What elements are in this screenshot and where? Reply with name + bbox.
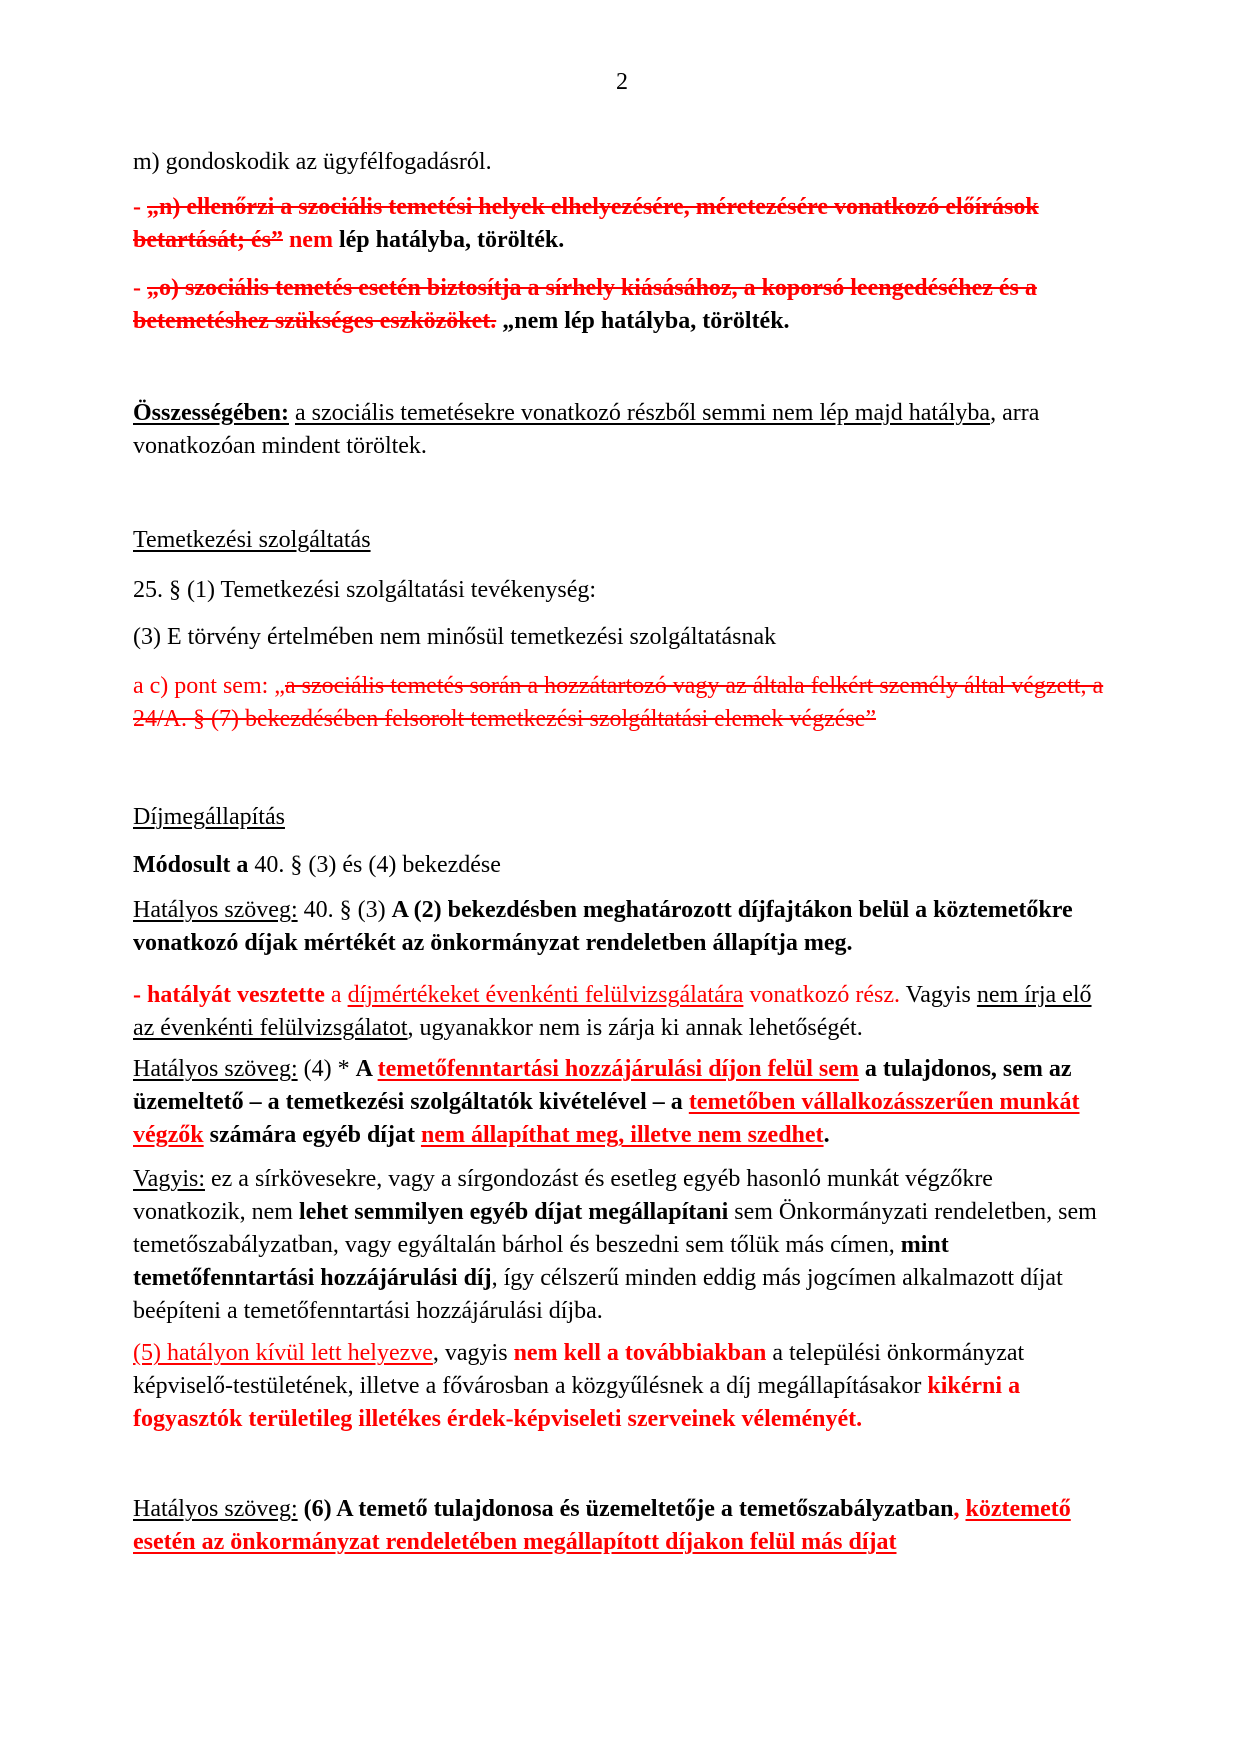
intro-item-m: m) gondoskodik az ügyfélfogadásról. — [133, 149, 492, 175]
section-heading-dijmegallapitas: Díjmegállapítás — [133, 804, 285, 830]
current-text-40-6: Hatályos szöveg: (6) A temető tulajdonosa és üzemeltetője a temetőszabályzatban, köztemető esetén az önkormányzat rendeletében megállapított díjakon felül más díjat — [133, 1496, 1071, 1555]
summary-paragraph: Összességében: a szociális temetésekre vonatkozó részből semmi nem lép majd hatályba, arra vonatkozóan mindent töröltek. — [133, 400, 1040, 459]
page-number: 2 — [616, 69, 628, 95]
explanation-vagyis: Vagyis: ez a sírkövesekre, vagy a sírgondozást és esetleg egyéb hasonló munkát végzőkre vonatkozik, nem lehet semmilyen egyéb díjat megállapítani sem Önkormányzati rendeletben, sem temetőszabályzatban, vagy egyáltalán bárhol és beszedni sem tőlük más címen, mint temetőfenntartási hozzájárulási díj, így célszerű minden eddig más jogcímen alkalmazott díjat beépíteni a temetőfenntartási hozzájárulási díjba. — [133, 1166, 1097, 1324]
repeal-note-40-5: (5) hatályon kívül lett helyezve, vagyis nem kell a továbbiakban a települési önkormányzat képviselő-testületének, illetve a fővárosban a közgyűlésnek a díj megállapításakor kikérni a fogyasztók területileg illetékes érdek-képviseleti szerveinek véleményét. — [133, 1340, 1025, 1432]
deleted-clause-n: - „n) ellenőrzi a szociális temetési helyek elhelyezésére, méretezésére vonatkozó előírások betartását; és” nem lép hatályba, törölték. — [133, 194, 1039, 253]
paragraph-25-3: (3) E törvény értelmében nem minősül temetkezési szolgáltatásnak — [133, 624, 777, 650]
deleted-clause-o: - „o) szociális temetés esetén biztosítja a sírhely kiásásához, a koporsó leengedéséhez és a betemetéshez szükséges eszközöket. „nem lép hatályba, törölték. — [133, 275, 1037, 334]
deleted-point-c: a c) pont sem: „a szociális temetés során a hozzátartozó vagy az általa felkért személy által végzett, a 24/A. § (7) bekezdésében felsorolt temetkezési szolgáltatási elemek végzése” — [133, 673, 1104, 732]
current-text-40-3: Hatályos szöveg: 40. § (3) A (2) bekezdésben meghatározott díjfajtákon belül a köztemetőkre vonatkozó díjak mértékét az önkormányzat rendeletben állapítja meg. — [133, 897, 1073, 956]
repeal-note-40-3: - hatályát vesztette a díjmértékeket évenkénti felülvizsgálatára vonatkozó rész. Vagyis nem írja elő az évenkénti felülvizsgálatot, ugyanakkor nem is zárja ki annak lehetőségét. — [133, 982, 1092, 1041]
paragraph-25-1: 25. § (1) Temetkezési szolgáltatási tevékenység: — [133, 577, 597, 603]
section-heading-temetkezesi-szolgaltatas: Temetkezési szolgáltatás — [133, 527, 371, 553]
current-text-40-4: Hatályos szöveg: (4) * A temetőfenntartási hozzájárulási díjon felül sem a tulajdonos, sem az üzemeltető – a temetkezési szolgáltatók kivételével – a temetőben vállalkozásszerűen munkát végzők számára egyéb díjat nem állapíthat meg, illetve nem szedhet. — [133, 1056, 1080, 1148]
modification-note: Módosult a 40. § (3) és (4) bekezdése — [133, 852, 501, 878]
